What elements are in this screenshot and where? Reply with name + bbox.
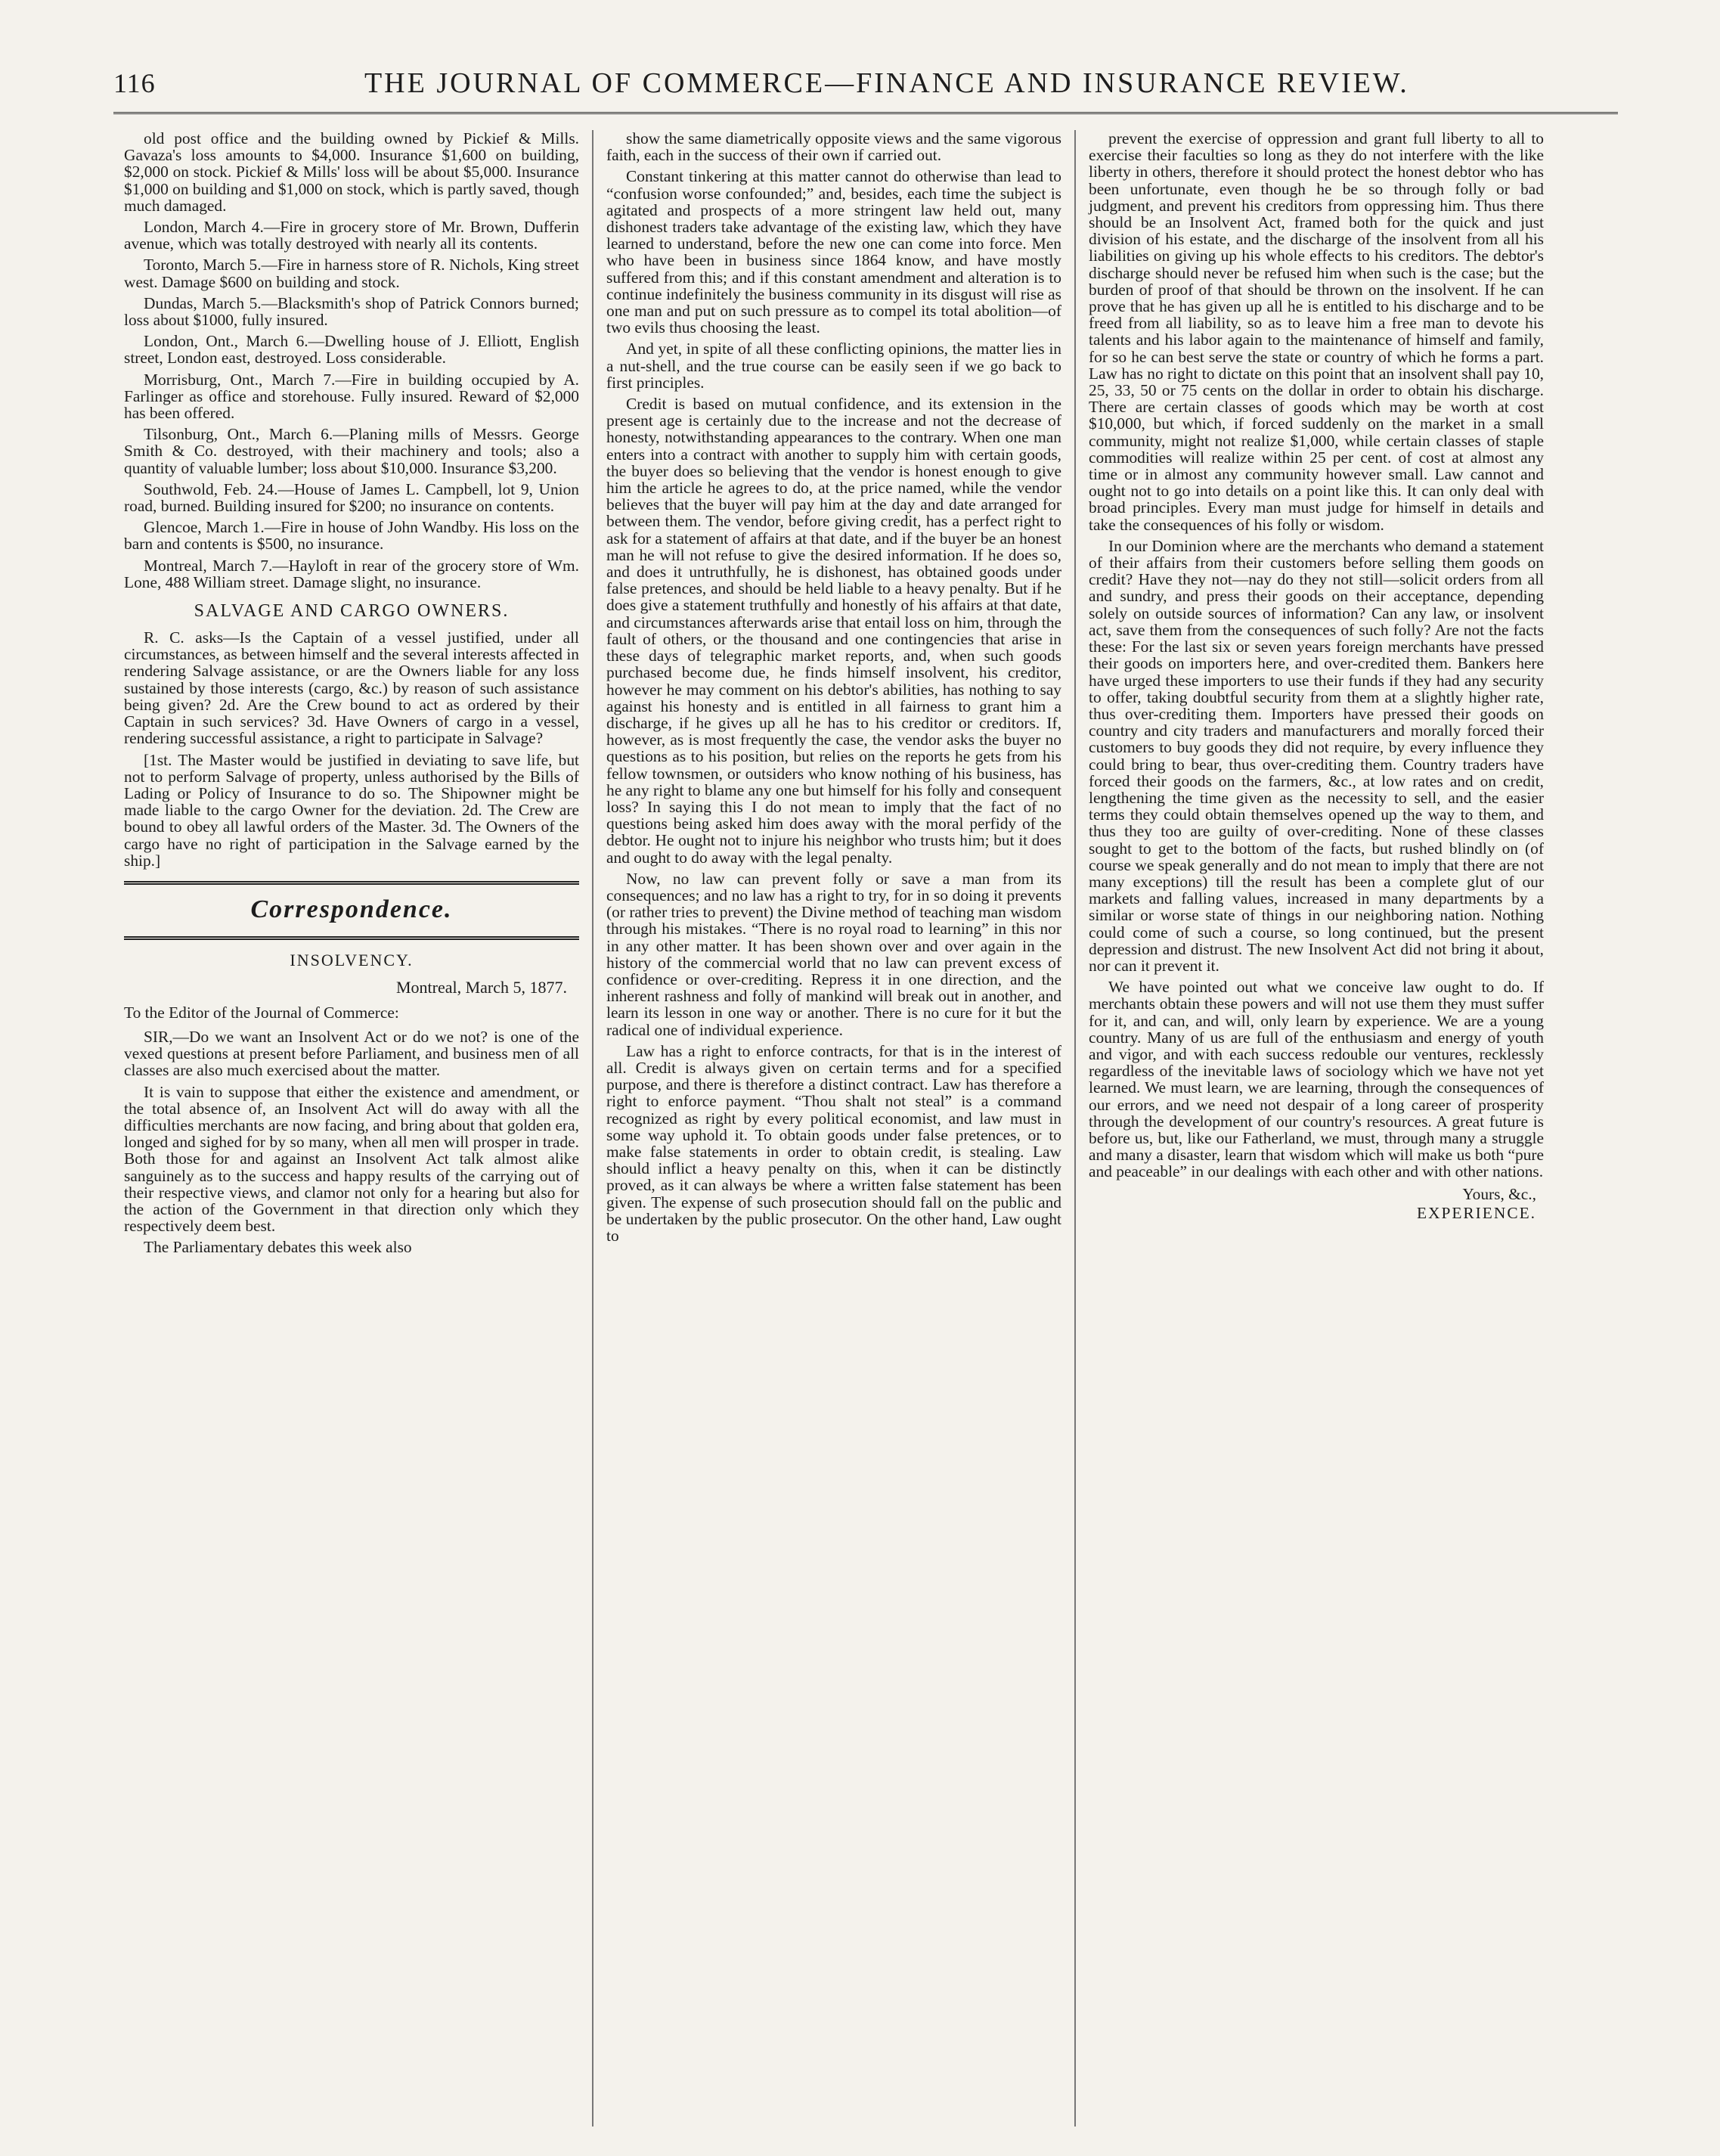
fire-report: Southwold, Feb. 24.—House of James L. Campbell, lot 9, Union road, burned. Building insured for $200; no insurance on contents. — [124, 479, 579, 516]
letter-addressee: To the Editor of the Journal of Commerce: — [124, 1003, 399, 1022]
fire-report: Glencoe, March 1.—Fire in house of John Wandby. His loss on the barn and contents is $500, no insurance. — [124, 518, 579, 554]
letter-paragraph: Now, no law can prevent folly or save a man from its consequences; and no law has a right to try, for in so doing it prevents (or rather tries to prevent) the Divine method of teaching man wisdom through his mistakes. “There is no royal road to learning” in this nor in any other matter. It has been shown over and over again in the history of the commercial world that no law can prevent excess of confidence or over-crediting. Repress it in one direction, and the inherent rashness and folly of mankind will break out in another, and learn its lesson in one way or another. There is no cure for it but the radical one of individual experience. — [606, 869, 1061, 1039]
letter-paragraph: In our Dominion where are the merchants who demand a statement of their affairs from their customers before selling them goods on credit? Have they not—nay do they not still—solicit orders from all and sundry, and press their goods on their acceptance, depending solely on outside sources of information? Can any law, or insolvent act, save them from the consequences of such folly? Are not the facts these: For the last six or seven years foreign merchants have pressed their goods on importers here, and over-credited them. Bankers here have urged these importers to use their funds if they had any security to offer, taking doubtful security from them at a slightly higher rate, thus over-crediting them. Importers have pressed their goods on country and city traders and manufacturers and morally forced their customers to buy goods they did not require, by every influence they could bring to bear, thus over-crediting them. Country traders have forced their goods on the farmers, &c., at low rates and on credit, lengthening the time given as the necessity to sell, and the easier terms they could obtain themselves opened up the way to them, and thus they too are guilty of over-crediting. None of these classes sought to get to the bottom of the facts, but rushed blindly on (of course we speak generally and do not mean to imply that there are not many exceptions) till the result has been a complete glut of our markets and falling values, increased in many departments by a similar or worse state of things in our neighboring nation. Nothing could come of such a course, so long continued, but the present depression and distrust. The new Insolvent Act did not bring it about, nor can it prevent it. — [1089, 536, 1544, 975]
letter-dateline: Montreal, March 5, 1877. — [395, 977, 567, 997]
letter-closing: Yours, &c., — [1462, 1184, 1536, 1203]
fire-report: London, Ont., March 6.—Dwelling house of J. Elliott, English street, London east, destroyed. Loss considerable. — [124, 332, 579, 368]
letter-paragraph: Law has a right to enforce contracts, for that is in the interest of all. Credit is always given on certain terms and for a specified purpose, and there is therefore a distinct contract. Law has therefore a right to enforce payment. “Thou shalt not steal” is a command recognized as right by every political economist, and law must in some way uphold it. To obtain goods under false pretences, or to make false statements in order to obtain credit, is stealing. Law should inflict a heavy penalty on this, when it can be distinctly proved, as it can always be where a written false statement has been given. The expense of such prosecution should fall on the public and be undertaken by the public prosecutor. On the other hand, Law ought to — [606, 1041, 1061, 1245]
fire-report: Dundas, March 5.—Blacksmith's shop of Patrick Connors burned; loss about $1000, fully insured. — [124, 293, 579, 330]
page-header — [113, 67, 1618, 114]
fire-report: Tilsonburg, Ont., March 6.—Planing mills of Messrs. George Smith & Co. destroyed, with their machinery and tools; also a quantity of valuable lumber; loss about $10,000. Insurance $3,200. — [124, 425, 579, 477]
letter-paragraph: SIR,—Do we want an Insolvent Act or do we not? is one of the vexed questions at present before Parliament, and business men of all classes are also much exercised about the matter. — [124, 1027, 579, 1080]
letter-paragraph: And yet, in spite of all these conflicting opinions, the matter lies in a nut-shell, and the true course can be easily seen if we go back to first principles. — [606, 340, 1061, 392]
fire-report: Montreal, March 7.—Hayloft in rear of the grocery store of Wm. Lone, 488 William street. Damage slight, no insurance. — [124, 556, 579, 591]
column-rule — [1074, 130, 1076, 2127]
salvage-question: R. C. asks—Is the Captain of a vessel justified, under all circumstances, as between himself and the several interests affected in rendering Salvage assistance, or are the Owners liable for any loss sustained by those interests (cargo, &c.) by reason of such assistance being given? 2d. Are the Crew bound to act as ordered by their Captain in such services? 3d. Have Owners of cargo in a vessel, rendering successful assistance, a right to participate in Salvage? — [124, 628, 579, 748]
letter-paragraph: show the same diametrically opposite views and the same vigorous faith, each in the success of their own if carried out. — [606, 130, 1061, 165]
insolvency-heading: INSOLVENCY. — [290, 950, 414, 969]
fire-report: Toronto, March 5.—Fire in harness store of R. Nichols, King street west. Damage $600 on building and stock. — [124, 256, 579, 291]
salvage-answer: [1st. The Master would be justified in deviating to save life, but not to perform Salvage of property, unless authorised by the Bills of Lading or Policy of Insurance to do so. The Shipowner might be made liable to the cargo Owner for the deviation. 2d. The Crew are bound to obey all lawful orders of the Master. 3d. The Owners of the cargo have no right of participation in the Salvage earned by the ship.] — [124, 750, 579, 870]
journal-title: THE JOURNAL OF COMMERCE—FINANCE AND INSURANCE REVIEW. — [364, 67, 1409, 99]
letter-paragraph: The Parliamentary debates this week also — [144, 1238, 412, 1257]
column-1 — [113, 130, 590, 2127]
newspaper-page — [113, 53, 1618, 2140]
fire-report: London, March 4.—Fire in grocery store of Mr. Brown, Dufferin avenue, which was totally destroyed with nearly all its contents. — [124, 218, 579, 253]
letter-paragraph: It is vain to suppose that either the existence and amendment, or the total absence of, an Insolvent Act will do away with all the difficulties merchants are now facing, and bring about that golden era, longed and sighed for by so many, when all men will prosper in trade. Both those for and against an Insolvent Act talk almost alike sanguinely as to the success and happy results of the carrying out of their respective views, and clamor not only for a hearing but also for the action of the Government in that direction only which they respectively deem best. — [124, 1082, 579, 1236]
section-divider — [124, 881, 579, 885]
fire-report: Morrisburg, Ont., March 7.—Fire in building occupied by A. Farlinger as office and storehouse. Fully insured. Reward of $2,000 has been offered. — [124, 370, 579, 423]
page-number: 116 — [113, 68, 156, 98]
fire-report: old post office and the building owned by Pickief & Mills. Gavaza's loss amounts to $4,000. Insurance $1,600 on building, $2,000 on stock. Pickief & Mills' loss will be about $5,000. Insurance $1,000 on building and $1,000 on stock, which is partly saved, though much damaged. — [124, 130, 579, 215]
column-2 — [596, 130, 1072, 2127]
letter-paragraph: Constant tinkering at this matter cannot do otherwise than lead to “confusion worse confounded;” and, besides, each time the subject is agitated and prospects of a more stringent law held out, many dishonest traders take advantage of the existing law, which they have learned to understand, before the new one can come into force. Men who have been in business since 1864 know, and have mostly suffered from this; and if this constant amendment and alteration is to continue indefinitely the business community in its disgust will rise as one man and put on such pressure as to compel its total abolition—of two evils thus choosing the least. — [606, 167, 1061, 337]
article-columns — [113, 130, 1618, 2127]
column-rule — [592, 130, 593, 2127]
letter-paragraph: Credit is based on mutual confidence, and its extension in the present age is certainly due to the increase and not the decrease of honesty, notwithstanding appearances to the contrary. When one man enters into a contract with another to supply him with certain goods, the buyer does so believing that the vendor is honest enough to give him the article he agrees to do, at the price named, while the vendor believes that the buyer will pay him at the day and date arranged for between them. The vendor, before giving credit, has a perfect right to ask for a statement of affairs at that date, and if the buyer be an honest man he will not refuse to give the desired information. If he does so, and does it untruthfully, he is dishonest, has obtained goods under false pretences, and should be held liable to a heavy penalty. But if he does give a statement truthfully and honestly of his affairs at that date, and circumstances afterwards arise that entail loss on him, through the fault of others, or the thousand and one contingencies that arise in these days of telegraphic market reports, and, when such goods purchased become due, he finds himself insolvent, his creditor, however he may comment on his debtor's abilities, has nothing to say against his honesty and is entitled in all fairness to grant him a discharge, if he gives up all he has to his creditor or creditors. If, however, as is most frequently the case, the vendor asks the buyer no questions as to his position, but relies on the reports he gets from his fellow townsmen, or outsiders who know nothing of his business, has he any right to blame any one but himself for his folly and consequent loss? In saying this I do not mean to imply that the fact of no questions being asked him does away with the moral perfidy of the debtor. He ought not to injure his neighbor who trusts him; but it does and ought to do away with the legal penalty. — [606, 395, 1061, 867]
salvage-heading: SALVAGE AND CARGO OWNERS. — [194, 601, 510, 622]
letter-paragraph: prevent the exercise of oppression and grant full liberty to all to exercise their faculties so long as they do not interfere with the like liberty in others, therefore it should protect the honest debtor who has been unfortunate, even though he be so through folly or bad judgment, and prevent his creditors from oppressing him. Thus there should be an Insolvent Act, framed both for the quick and just division of his estate, and the discharge of the insolvent from all his liabilities on giving up his whole effects to his creditors. The debtor's discharge should never be refused him when such is the case; but the burden of proof of that should be thrown on the insolvent. If he can prove that he has given up all he is entitled to his discharge and to be freed from all liability, so as to leave him a free man to devote his talents and his labor again to the maintenance of himself and family, for so he can best serve the state or country of which he forms a part. Law has no right to dictate on this point that an insolvent shall pay 10, 25, 33, 50 or 75 cents on the dollar in order to obtain his discharge. There are certain classes of goods which may be worth at cost $10,000, but which, if forced suddenly on the market in a small community, might not realize $1,000, while certain classes of staple commodities will realize within 25 per cent. of cost at almost any time or in almost any community however small. Law cannot and ought not to go into details on a point like this. It can only deal with broad principles. Every man must judge for himself in details and take the consequences of his folly or wisdom. — [1089, 130, 1544, 534]
letter-signature: EXPERIENCE. — [1416, 1203, 1536, 1222]
correspondence-heading: Correspondence. — [250, 895, 453, 923]
column-3 — [1078, 130, 1554, 2127]
section-divider — [124, 936, 579, 940]
letter-paragraph: We have pointed out what we conceive law ought to do. If merchants obtain these powers and will not use them they must suffer for it, and can, and will, only learn by experience. We are a young country. Many of us are full of the enthusiasm and energy of youth and vigor, and with each success redouble our ventures, recklessly regardless of the inevitable laws of sociology which we have not yet learned. We must learn, we are learning, through the consequences of our errors, and we need not despair of a long career of prosperity through the development of our country's resources. A great future is before us, but, like our Fatherland, we must, through many a struggle and many a disaster, learn that wisdom which will make us both “pure and peaceable” in our dealings with each other and with other nations. — [1089, 978, 1544, 1181]
